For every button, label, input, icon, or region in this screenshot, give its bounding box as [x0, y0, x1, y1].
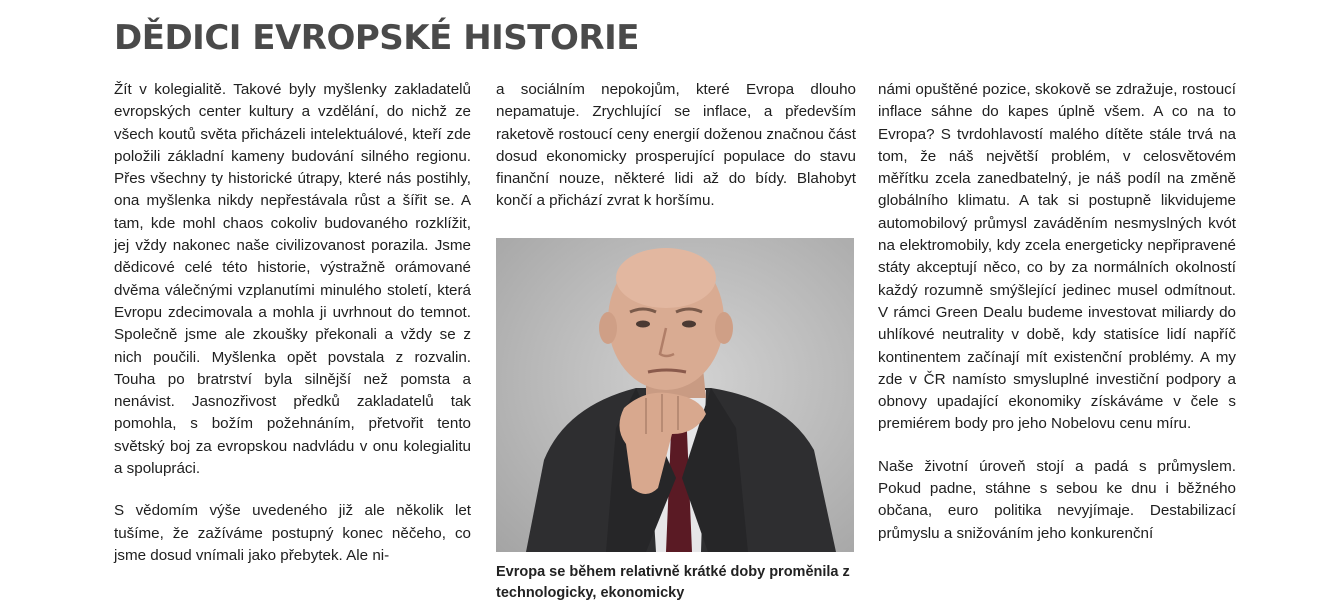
- article-column-1: [114, 79, 471, 567]
- paragraph: S vědomím výše uvedeného již ale několik let tušíme, že zažíváme postupný konec něčeho, co jsme dosud vnímali jako přebytek. Ale ni-: [114, 502, 471, 564]
- caption-text: Evropa se během relativně krátké doby proměnila z technologicky, ekonomicky: [496, 564, 850, 601]
- paragraph: Naše životní úroveň stojí a padá s průmyslem. Pokud padne, stáhne s sebou ke dnu i běžného občana, euro politika nevyjímaje. Destabilizací průmyslu a snižováním jeho konkurenční: [878, 457, 1236, 542]
- article-title: DĚDICI EVROPSKÉ HISTORIE: [114, 18, 639, 58]
- paragraph: Žít v kolegialitě. Takové byly myšlenky zakladatelů evropských center kultury a vzdělání, do nichž ze všech koutů světa přicházeli intelektuálové, kteří zde položili základní kameny budování silného regionu. Přes všechny ty historické útrapy, které nás postihly, ona myšlenka nikdy nepřestávala růst a šířit se. A tam, kde mohl chaos cokoliv budovaného rozklížit, jej vždy nakonec naše civilizovanost porazila. Jsme dědicové celé této historie, výstražně orámované dvěma válečnými vzplanutími minulého století, která Evropu zdecimovala a mohla ji uvrhnout do temnot. Společně jsme ale zkoušky překonali a vždy se z nich poučili. Myšlenka opět povstala z rozvalin. Touha po bratrství byla silnější než pomsta a nenávist. Jasnozřivost předků zakladatelů tak pomohla, s božím požehnáním, přetvořit tento světský boj za evropskou nadvládu v onu kolegialitu a spolupráci.: [114, 81, 471, 478]
- paragraph: a sociálním nepokojům, které Evropa dlouho nepamatuje. Zrychlující se inflace, a především raketově rostoucí ceny energií doženou značnou část dosud ekonomicky prosperující populace do stavu finanční nouze, některé lidi až do bídy. Blahobyt končí a přichází zvrat k horšímu.: [496, 81, 856, 210]
- article-column-3: [878, 79, 1236, 545]
- article-column-2: [496, 79, 856, 213]
- portrait-illustration: [496, 238, 854, 552]
- photo-caption: [496, 562, 854, 604]
- paragraph: námi opuštěné pozice, skokově se zdražuje, rostoucí inflace sáhne do kapes úplně všem. A co na to Evropa? S tvrdohlavostí malého dítěte stále trvá na tom, že náš největší problém, v celosvětovém měřítku zcela zanedbatelný, je náš podíl na změně globálního klimatu. A tak si postupně likvidujeme automobilový průmysl zaváděním nesmyslných kvót na elektromobily, kdy zcela energeticky nepřipravené státy akceptují něco, co by za normálních okolností každý rozumně smýšlející jedinec musel odmítnout. V rámci Green Dealu budeme investovat miliardy do uhlíkové neutrality v době, kdy statisíce lidí napříč kontinentem začínají mít existenční problémy. A my zde v ČR namísto smysluplné investiční podpory a obnovy upadající ekonomiky získáváme v čele s premiérem body pro jeho Nobelovu cenu míru.: [878, 81, 1236, 433]
- portrait-photo: [496, 238, 854, 552]
